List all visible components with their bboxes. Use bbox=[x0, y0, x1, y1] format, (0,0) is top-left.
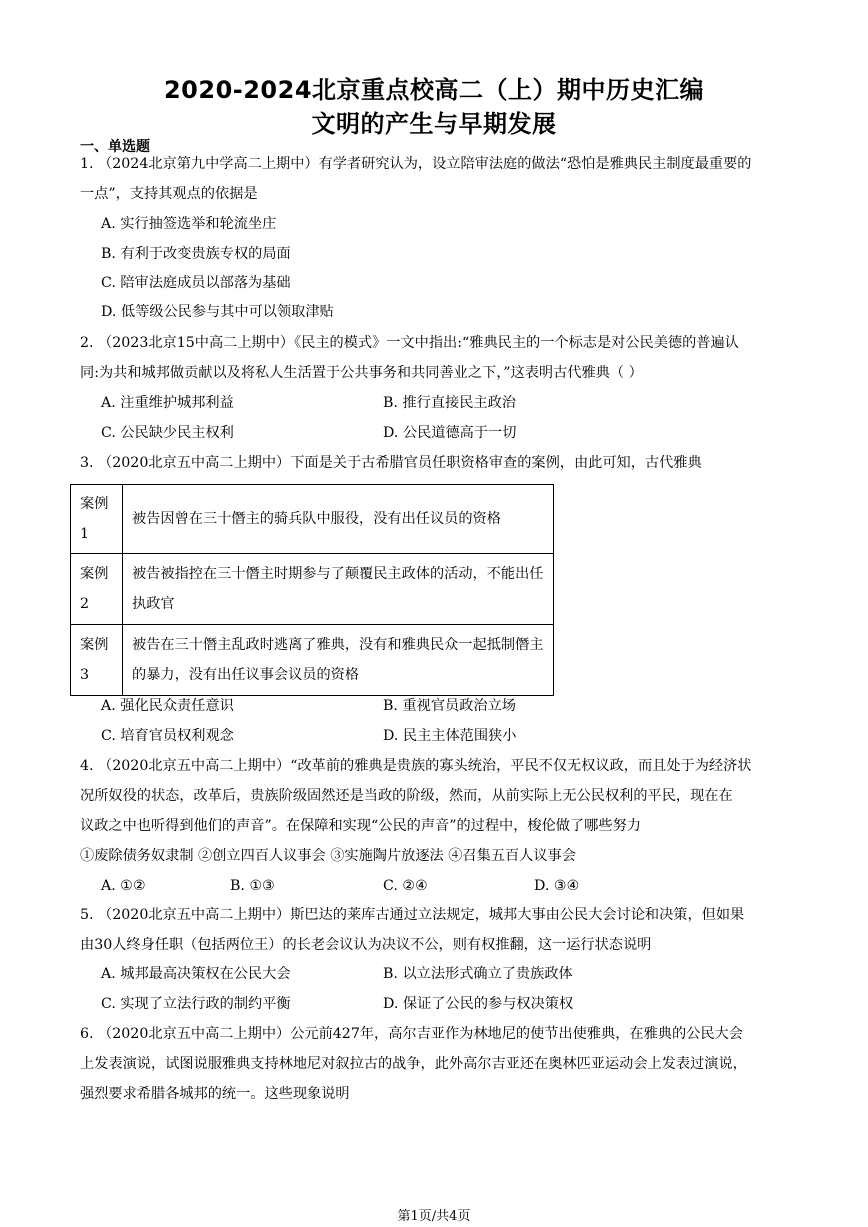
question-2-stem: 2. （2023北京15中高二上期中）《民主的模式》一文中指出:“雅典民主的一个标志是对公民美德的普遍认 bbox=[80, 335, 739, 351]
question-6-stem-cont: 上发表演说，试图说服雅典支持林地尼对叙拉古的战争，此外高尔吉亚还在奥林匹亚运动会上发表过演说， bbox=[80, 1056, 747, 1072]
question-2-option-a: A. 注重维护城邦利益 bbox=[101, 395, 234, 411]
question-1-stem-cont: 一点”，支持其观点的依据是 bbox=[80, 186, 258, 202]
case-key: 案例1 bbox=[71, 485, 123, 554]
question-5-stem: 5. （2020北京五中高二上期中）斯巴达的莱库古通过立法规定，城邦大事由公民大会讨论和决策，但如果 bbox=[80, 907, 745, 923]
section-heading: 一、单选题 bbox=[80, 139, 150, 155]
table-row bbox=[71, 554, 554, 625]
question-2-option-c: C. 公民缺少民主权利 bbox=[101, 425, 234, 441]
page-number: 第1页/共4页 bbox=[397, 1209, 471, 1224]
question-5-option-a: A. 城邦最高决策权在公民大会 bbox=[101, 966, 291, 982]
question-4-stem: 4. （2020北京五中高二上期中）“改革前的雅典是贵族的寡头统治，平民不仅无权议政，而且处于为经济状 bbox=[80, 758, 752, 774]
case-table bbox=[70, 484, 554, 696]
question-1-option-d: D. 低等级公民参与其中可以领取津贴 bbox=[101, 304, 334, 320]
table-row bbox=[71, 625, 554, 696]
question-5-option-c: C. 实现了立法行政的制约平衡 bbox=[101, 996, 291, 1012]
question-1-option-a: A. 实行抽签选举和轮流坐庄 bbox=[101, 216, 277, 232]
question-4-option-a: A. ①② bbox=[101, 878, 146, 894]
table-row bbox=[71, 485, 554, 554]
question-3-option-b: B. 重视官员政治立场 bbox=[383, 698, 516, 714]
case-key: 案例2 bbox=[71, 554, 123, 625]
question-1-option-b: B. 有利于改变贵族专权的局面 bbox=[101, 246, 291, 262]
question-4-stem-cont: 议政之中也听得到他们的声音”。在保障和实现“公民的声音”的过程中，梭伦做了哪些努力 bbox=[80, 818, 641, 834]
case-text: 被告在三十僭主乱政时逃离了雅典，没有和雅典民众一起抵制僭主的暴力，没有出任议事会议员的资格 bbox=[123, 625, 554, 696]
question-5-option-b: B. 以立法形式确立了贵族政体 bbox=[383, 966, 573, 982]
document-subtitle: 文明的产生与早期发展 bbox=[311, 110, 557, 138]
question-1-stem: 1. （2024北京第九中学高二上期中）有学者研究认为，设立陪审法庭的做法“恐怕是雅典民主制度最重要的 bbox=[80, 156, 752, 172]
document-title: 2020-2024北京重点校高二（上）期中历史汇编 bbox=[163, 76, 705, 104]
question-2-option-d: D. 公民道德高于一切 bbox=[383, 425, 517, 441]
question-4-option-d: D. ③④ bbox=[534, 878, 580, 894]
question-3-option-d: D. 民主主体范围狭小 bbox=[383, 728, 517, 744]
question-5-option-d: D. 保证了公民的参与权决策权 bbox=[383, 996, 574, 1012]
case-text: 被告因曾在三十僭主的骑兵队中服役，没有出任议员的资格 bbox=[123, 485, 554, 554]
question-4-items: ①废除债务奴隶制 ②创立四百人议事会 ③实施陶片放逐法 ④召集五百人议事会 bbox=[80, 848, 576, 864]
question-5-stem-cont: 由30人终身任职（包括两位王）的长老会议认为决议不公，则有权推翻，这一运行状态说明 bbox=[80, 937, 652, 953]
case-key: 案例3 bbox=[71, 625, 123, 696]
question-3-option-c: C. 培育官员权利观念 bbox=[101, 728, 234, 744]
question-2-option-b: B. 推行直接民主政治 bbox=[383, 395, 516, 411]
question-3-option-a: A. 强化民众责任意识 bbox=[101, 698, 234, 714]
case-text: 被告被指控在三十僭主时期参与了颠覆民主政体的活动，不能出任执政官 bbox=[123, 554, 554, 625]
question-4-option-b: B. ①③ bbox=[230, 878, 275, 894]
question-6-stem: 6. （2020北京五中高二上期中）公元前427年，高尔吉亚作为林地尼的使节出使雅典，在雅典的公民大会 bbox=[80, 1026, 743, 1042]
question-4-stem-cont: 况所奴役的状态，改革后，贵族阶级固然还是当政的阶级，然而，从前实际上无公民权利的平民，现在在 bbox=[80, 788, 733, 804]
question-3-stem: 3. （2020北京五中高二上期中）下面是关于古希腊官员任职资格审查的案例，由此可知，古代雅典 bbox=[80, 455, 702, 471]
question-2-stem-cont: 同:为共和城邦做贡献以及将私人生活置于公共事务和共同善业之下，”这表明古代雅典（ ） bbox=[80, 365, 643, 381]
question-4-option-c: C. ②④ bbox=[383, 878, 428, 894]
question-6-stem-cont: 强烈要求希腊各城邦的统一。这些现象说明 bbox=[80, 1086, 350, 1102]
question-1-option-c: C. 陪审法庭成员以部落为基础 bbox=[101, 275, 291, 291]
